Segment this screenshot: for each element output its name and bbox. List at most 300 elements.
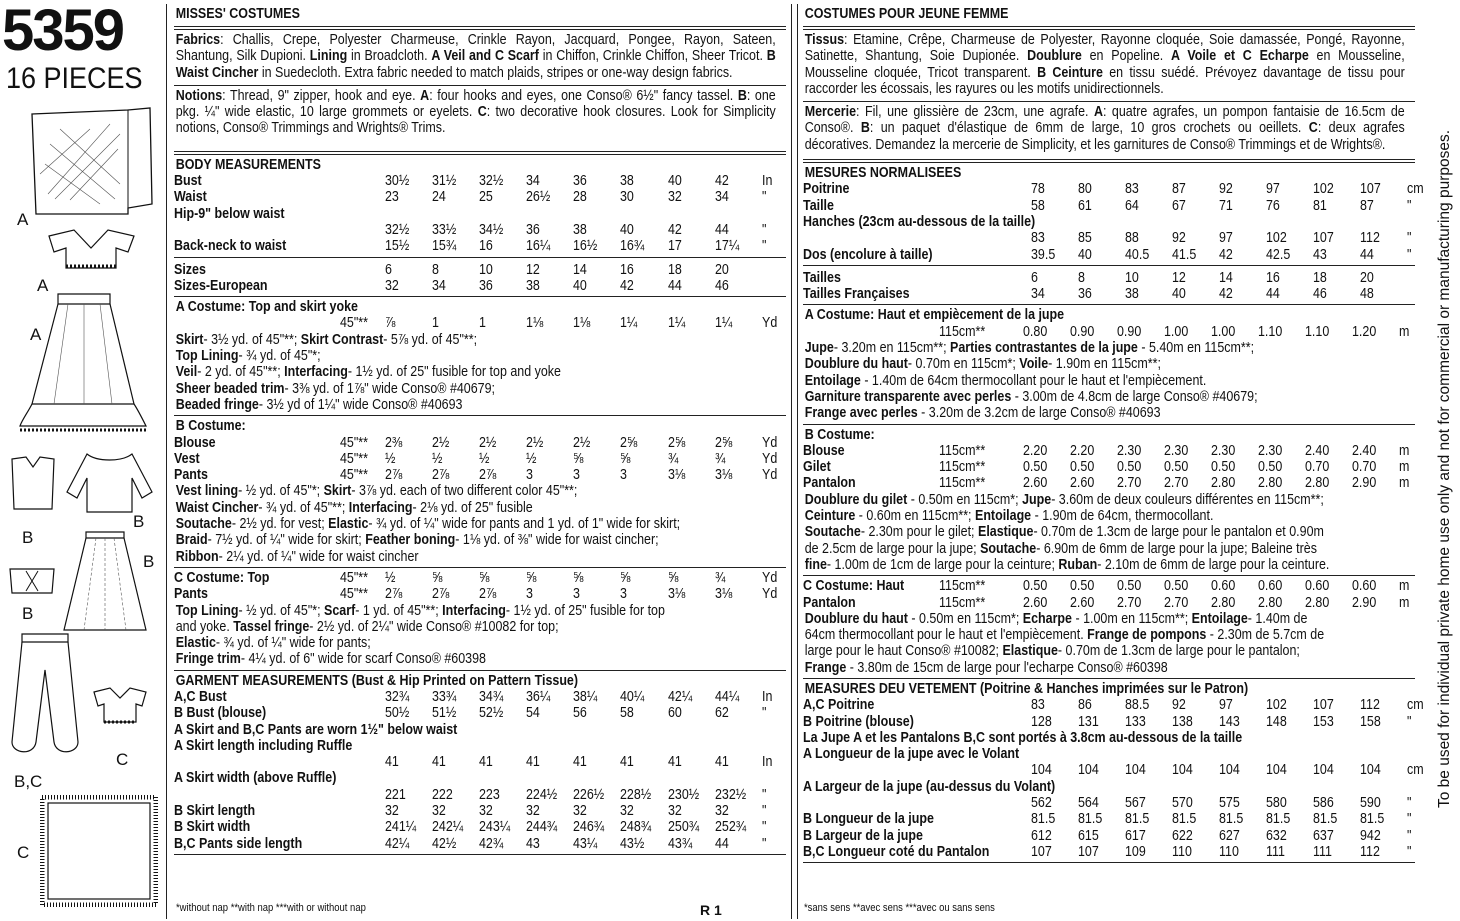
cell [1219,247,1266,263]
row-label-text: Blouse [803,442,845,459]
cell-value: 242¼ [431,819,464,836]
cell-value: 104 [1266,762,1287,779]
cell-value: 83 [1031,230,1045,247]
cell [1031,828,1078,844]
cell-value: 1 [431,315,439,332]
row-label [803,286,1031,302]
cincher-b-illustration [8,565,56,597]
cell-value: 622 [1172,827,1193,844]
cell [668,315,715,331]
view-label: C [116,750,129,769]
view-label: A [30,325,42,344]
cell [668,803,715,819]
cell-value: In [761,688,773,705]
cell [526,315,573,331]
cell-value: m [1399,475,1410,492]
cell [1078,230,1125,246]
item-text: - 0.50m en 115cm*; [907,610,1023,627]
cell-value: 80 [1078,181,1092,198]
measurement-table [174,173,786,254]
table-row [803,247,1425,263]
cell-value: 34½ [478,221,504,238]
cell-value: 2.40 [1305,442,1330,459]
cell [1172,181,1219,197]
cell-value: 562 [1031,795,1052,812]
cell [526,787,573,803]
cell [1266,247,1313,263]
cell [1266,844,1313,860]
cell-value: 2.70 [1164,475,1189,492]
cell [1031,181,1078,197]
cell-value: 104 [1172,762,1193,779]
cell-value: 2½ [573,434,591,451]
cell-value: " [761,786,767,803]
cell [385,570,432,586]
cell-value: 16¾ [620,238,645,255]
cell [1031,198,1078,214]
skirt-b-illustration [60,530,150,635]
cell [1023,595,1070,611]
cell-value: 246¾ [573,819,605,836]
row-label [803,795,1031,811]
cell-value: 8 [1078,269,1085,286]
cell-value: 0.50 [1070,459,1095,476]
view-label: B [133,512,145,531]
row-label-text: Taille [803,197,834,214]
rule [803,678,1415,679]
item-text: - ¾ yd. of ¼" wide for pants and 1 yd. of 1" wide for skirt; [368,516,681,533]
row-label [174,689,385,705]
item-label: Beaded fringe [175,396,259,413]
cell-value: 615 [1078,827,1099,844]
cell [1164,324,1211,340]
cell-value: 32½ [384,221,409,238]
text-line [174,549,700,565]
cell-value: 28 [573,189,588,206]
cell-value: 2⅞ [431,586,450,603]
cell [479,173,526,189]
cell [620,222,667,238]
cell [620,705,667,721]
row-label-text: A,C Poitrine [803,697,875,714]
cell-value: 244¾ [526,819,558,836]
cell-value: 1 [478,315,486,332]
cell-value: 2.40 [1352,442,1377,459]
cell-value: 86 [1078,697,1092,714]
cell [1031,697,1078,713]
cell-value: 3 [620,467,628,484]
cell-value: ⅝ [620,569,631,586]
table-row [174,787,786,803]
cell-value: 128 [1031,713,1052,730]
cell-value: 107 [1031,843,1052,860]
cell-value: 102 [1266,697,1287,714]
cell [1219,795,1266,811]
table-row [174,278,786,294]
item-label: Elastique [977,524,1034,541]
cell [1219,844,1266,860]
cell [1266,762,1313,778]
item-label: Soutache [804,524,861,541]
cell [573,262,620,278]
cell [432,754,479,770]
cell-value: 0.60 [1352,578,1377,595]
cell-value: 0.50 [1117,459,1142,476]
cell [573,586,620,602]
item-label: Veil [175,364,198,381]
cell-value: 39.5 [1031,246,1056,263]
item-label: Top Lining [175,348,239,365]
row-label-text: Hip-9" below waist [174,205,285,222]
cell [1023,459,1070,475]
cell-value: 64 [1125,197,1139,214]
cell [526,189,573,205]
fabric-width [340,586,385,602]
cell-value: 2⅝ [714,434,733,451]
cell-value: 1⅛ [573,315,591,332]
notions-paragraph [174,88,777,137]
fabric-width [939,459,1023,475]
item-label: Tassel fringe [233,618,310,635]
table-row [803,795,1425,811]
text-line [803,660,1329,676]
cell [620,819,667,835]
cell [715,222,762,238]
cell [1078,198,1125,214]
cell [1023,578,1070,594]
fabrics-paragraph [174,32,777,81]
table-row [803,844,1425,860]
row-label-text: A Skirt length including Ruffle [174,737,353,754]
item-label: Vest lining [175,483,239,500]
cell [385,278,432,294]
cell [1219,714,1266,730]
item-text: - 3⅞ yd. each of two different color 45"**; [351,483,578,500]
cell-value: 97 [1219,697,1233,714]
rule [174,296,786,297]
cell [715,435,762,451]
cell [1360,286,1407,302]
section-title: B Costume: [175,418,246,435]
cell-value: ⅝ [667,569,678,586]
cell-value: 43½ [620,835,645,852]
cell-value: 32 [714,803,729,820]
cell [1023,475,1070,491]
cell-value: 0.90 [1070,323,1095,340]
cell-value: 32 [384,803,399,820]
cell-value: " [761,238,767,255]
french-title: COSTUMES POUR JEUNE FEMME [804,6,1009,22]
text-line [803,389,1329,405]
item-text: - 2½ yd. for vest; [231,516,329,533]
cell [1125,795,1172,811]
rule [803,575,1415,576]
item-label: Echarpe [1022,610,1072,627]
cell [1266,828,1313,844]
cell [1031,247,1078,263]
cell [762,705,786,721]
item-text: - 1½ yd. of 25" fusible for top [505,602,665,619]
cell-value: 16 [620,261,635,278]
row-label [803,181,1031,197]
row-label [174,819,385,835]
cell-value: 36 [478,277,493,294]
text-line [174,532,700,548]
veil-illustration [30,104,155,219]
cell [1313,247,1360,263]
cell-value: 67 [1172,197,1186,214]
cell [1023,443,1070,459]
row-label [803,714,1031,730]
cell-value: 138 [1172,713,1193,730]
row-label-text: Blouse [174,434,216,451]
row-label [174,222,385,238]
cell-value: ½ [431,450,443,467]
cell-value: 0.70 [1352,459,1377,476]
item-text: - ¾ yd. of 45"**; [258,499,349,516]
table-row [803,779,1425,795]
cell-value: ⅝ [573,569,584,586]
cell [479,278,526,294]
cell [432,435,479,451]
cell-value: 2.30 [1211,442,1236,459]
cell [1360,714,1407,730]
cell [1266,270,1313,286]
top-a-illustration [44,228,139,272]
cell-value: 24 [431,189,446,206]
mercerie-text: : Fil, une glissière de 23cm, une agrafe. [856,104,1089,121]
cell-value: 0.50 [1117,578,1142,595]
costume-b-block-fr [803,427,1415,574]
item-text: - 2¼ yd. of ¼" wide for waist cincher [218,548,419,565]
cell-value: 71 [1219,197,1233,214]
row-label [803,762,1031,778]
cell-value: 3 [526,586,534,603]
cell-value: 44 [714,221,729,238]
view-label: A [37,276,49,295]
cell-value: 23 [384,189,399,206]
item-label: Doublure du haut [804,356,908,373]
cell [1211,578,1258,594]
cell [1078,811,1125,827]
cell-value: 36 [1078,286,1092,303]
row-label-text: Dos (encolure à taille) [803,246,933,263]
table-row [174,705,786,721]
item-label: Fringe trim [175,651,241,668]
cell-value: 3 [573,467,581,484]
cell [479,570,526,586]
cell [432,705,479,721]
cell-value: 43 [526,835,540,852]
item-label: Soutache [980,540,1037,557]
view-label: B [22,604,34,623]
cell [1023,324,1070,340]
cell-value: 87 [1360,197,1374,214]
item-text: - 1.40m de 64cm thermocollant pour le haut et l'empiècement. [860,372,1207,389]
cell [1407,286,1425,302]
rule [803,265,1415,266]
cell-value: ½ [384,569,396,586]
cell-value: 81.5 [1360,811,1385,828]
item-text: - 2.10m de 6mm de large pour la ceinture. [1097,556,1330,573]
cell [1258,324,1305,340]
fabric-width-text: 45"** [339,586,368,603]
row-label-text: Back-neck to waist [174,238,287,255]
cell [1031,811,1078,827]
row-label-text: Tailles Françaises [803,286,910,303]
row-label-text: C Costume: Haut [803,578,905,595]
ceinture-text: en tissu suédé. Prévoyez davantage de tissu pour raccorder les écossais, les rayures ou les motifs unidirectionnels. [804,64,1405,97]
cell [526,467,573,483]
cell [479,262,526,278]
cell-value: 3⅛ [714,467,733,484]
cell [432,278,479,294]
cell-value: 41 [384,754,399,771]
mesures-vetement-table [803,680,1424,860]
cell-value: 41 [714,754,729,771]
item-text: - 1.40m de [1247,610,1308,627]
table-row [174,722,786,738]
cell-value: 1.20 [1352,323,1377,340]
cell-value: 617 [1125,827,1146,844]
cell [479,467,526,483]
cell-value: 104 [1360,762,1381,779]
row-label-text: B Poitrine (blouse) [803,713,914,730]
illustration-column [0,0,165,921]
cell [432,238,479,254]
cell [479,819,526,835]
item-label: Interfacing [442,602,506,619]
cell-value: " [761,189,767,206]
view-label: B [22,528,34,547]
cell [1266,795,1313,811]
cell [1360,270,1407,286]
cell [1352,475,1399,491]
item-text: - 3½ yd of 1¼" wide Conso® #40693 [258,396,463,413]
cell [620,467,667,483]
cell-value: 34¾ [478,688,504,705]
measurement-table [174,586,786,602]
measurement-table [174,262,786,278]
cell [668,836,715,852]
item-label: Interfacing [284,364,348,381]
cell-value: 0.60 [1305,578,1330,595]
nap-footnote: *without nap **with nap ***with or without nap [176,902,366,914]
cell-value: 8 [431,261,439,278]
row-label [174,570,340,586]
cell [1031,230,1078,246]
table-row [803,198,1425,214]
text-line [174,483,700,499]
item-label: Entoilage [1191,610,1248,627]
cell-value: 0.50 [1164,459,1189,476]
cell [1313,811,1360,827]
cell-value: 56 [573,705,588,722]
cell-value: 2⅝ [667,434,685,451]
row-label-text: Waist [174,189,207,206]
cell [1219,828,1266,844]
cell-value: 0.50 [1258,459,1283,476]
notions-a-label: A [420,87,430,104]
row-label-text: B,C Longueur coté du Pantalon [803,843,990,860]
rule [803,862,1415,863]
cell [762,189,786,205]
row-label [803,844,1031,860]
fabrics-text: : Challis, Crepe, Polyester Charmeuse, Crinkle Rayon, Jacquard, Pongee, Rayon, Sateen, Shantung, Silk Dupioni. [175,32,776,65]
cell-value: 38¼ [573,688,598,705]
item-label: Waist Cincher [175,499,259,516]
cell-value: 3 [573,586,581,603]
cell [1258,459,1305,475]
cell [526,819,573,835]
cell [385,189,432,205]
cell [668,586,715,602]
row-label [803,475,939,491]
cell-value: ½ [526,450,537,467]
item-text: - 7½ yd. of ¼" wide for skirt; [207,532,366,549]
cell-value: 2⅞ [384,467,403,484]
item-label: Ceinture [804,508,856,525]
notions-b-label: B [737,87,747,104]
cell-value: 41 [526,754,540,771]
rule [174,151,786,155]
cell [1078,828,1125,844]
doublure-label: Doublure [1027,48,1082,65]
item-text: - 5⅞ yd. of 45"**; [383,331,478,348]
cell [620,586,667,602]
item-text: - 3.80m de 15cm de large pour l'echarpe Conso® #60398 [846,659,1168,676]
cell [1164,595,1211,611]
fabric-width [340,467,385,483]
cell-value: 97 [1219,230,1233,247]
row-label [174,586,340,602]
row-label-text: A Longueur de la jupe avec le Volant [803,746,1020,763]
cell [1305,459,1352,475]
cell [1407,181,1425,197]
cell-value: 44 [1266,286,1280,303]
cell-value: 221 [384,786,406,803]
row-label-text: Pants [174,467,208,484]
cell [668,787,715,803]
cell [1399,324,1417,340]
cell [1313,270,1360,286]
cell-value: 81.5 [1266,811,1291,828]
cell [432,689,479,705]
cell [1078,844,1125,860]
text-line [803,508,1329,524]
cell-value: 51½ [431,705,457,722]
text-line [174,651,700,667]
cell-value: 36 [573,173,588,190]
table-row [174,238,786,254]
cell [715,754,762,770]
cell-value: 586 [1313,795,1334,812]
cell [385,315,432,331]
cell-value: m [1399,594,1410,611]
cell [432,262,479,278]
cell [620,451,667,467]
cell-value: 232½ [714,786,746,803]
cell [573,819,620,835]
cell [526,570,573,586]
measurement-table [803,578,1417,594]
cell [1360,811,1407,827]
cell [1360,844,1407,860]
table-row [803,714,1425,730]
cell [479,705,526,721]
cell-value: 2½ [526,434,544,451]
cell-value: 42¼ [667,688,692,705]
